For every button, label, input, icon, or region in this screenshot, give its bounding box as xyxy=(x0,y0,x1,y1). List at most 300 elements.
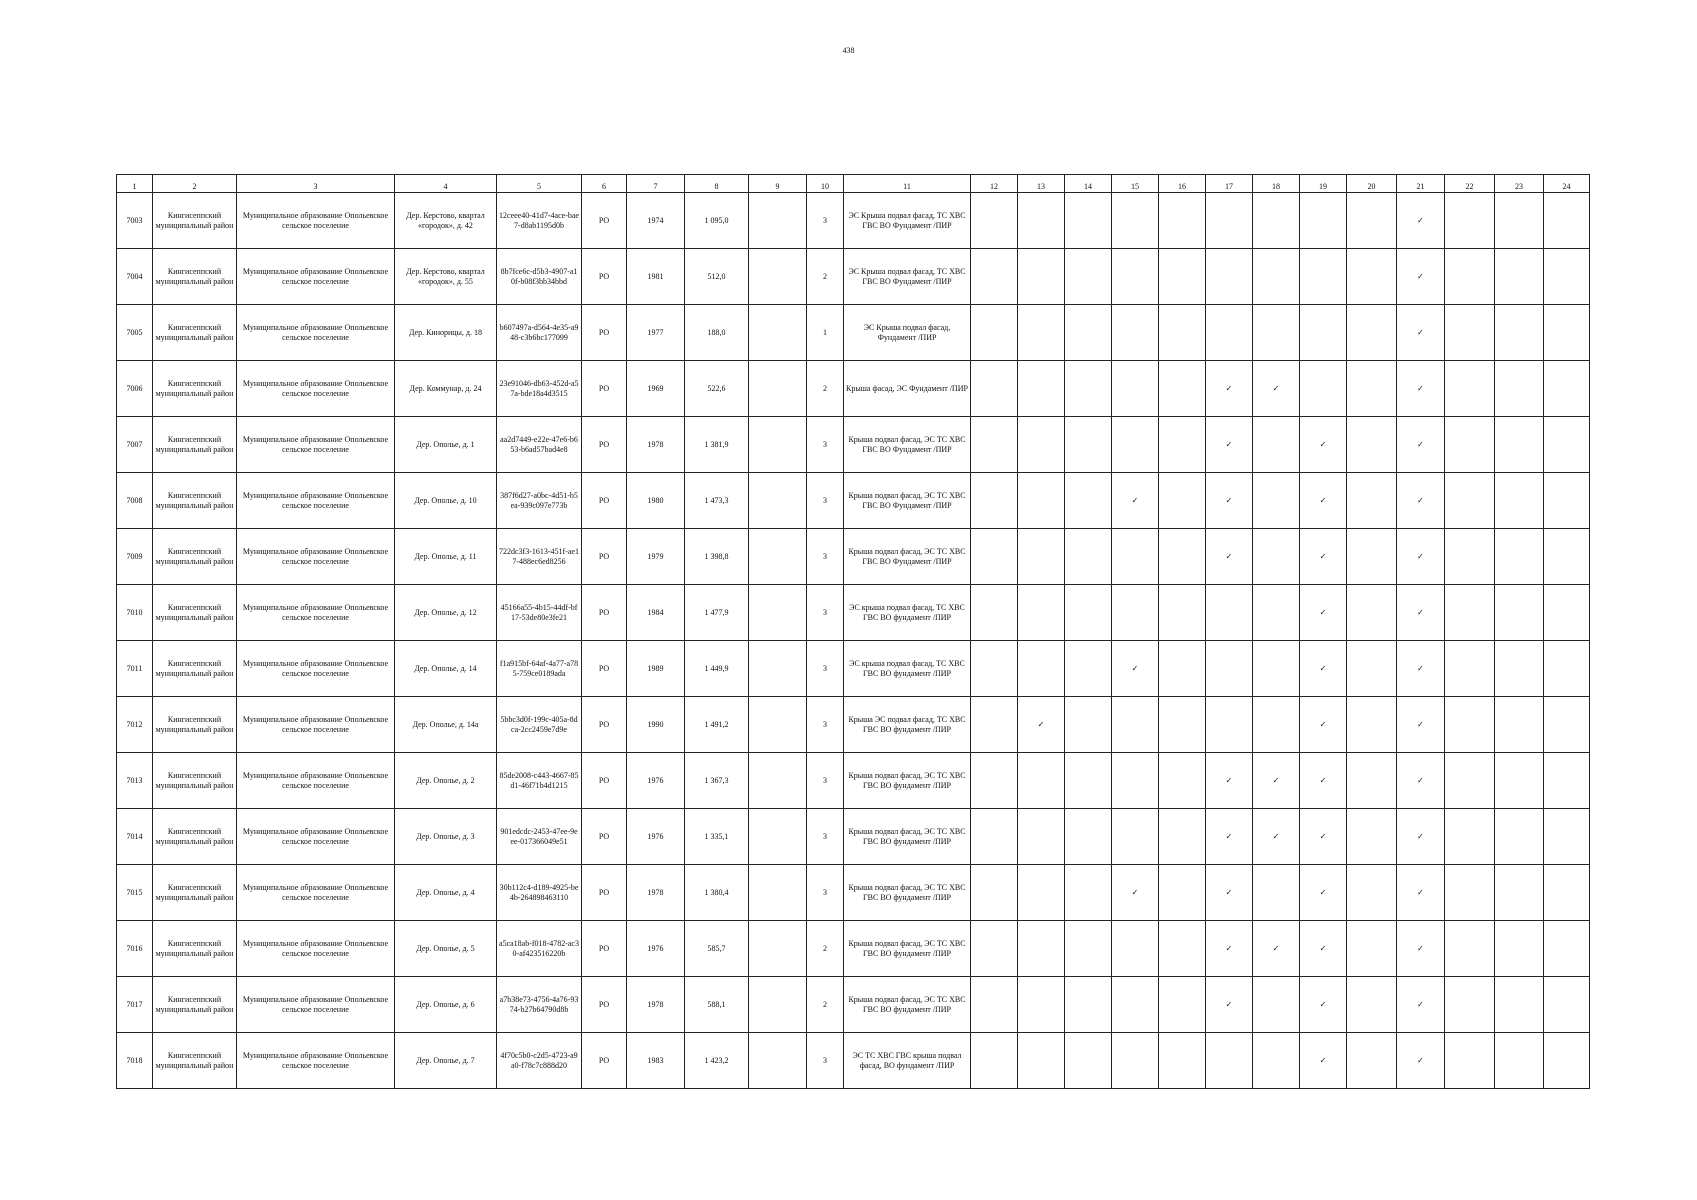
empty-cell xyxy=(971,249,1018,305)
empty-cell xyxy=(1159,417,1206,473)
empty-cell xyxy=(1495,641,1544,697)
empty-cell xyxy=(1495,361,1544,417)
empty-cell xyxy=(1347,809,1397,865)
table-row xyxy=(117,921,1590,977)
empty-cell xyxy=(1206,1033,1253,1089)
check-mark-icon: ✓ xyxy=(1300,1033,1347,1089)
column-header: 16 xyxy=(1159,175,1206,193)
type-cell: РО xyxy=(582,249,627,305)
type-cell: РО xyxy=(582,921,627,977)
object-id-cell: 901edcdc-2453-47ee-9eee-017366049e51 xyxy=(497,809,582,865)
col9-cell xyxy=(749,865,807,921)
empty-cell xyxy=(1065,865,1112,921)
empty-cell xyxy=(1347,473,1397,529)
check-mark-icon: ✓ xyxy=(1300,753,1347,809)
works-cell: ЭС ТС ХВС ГВС крыша подвал фасад, ВО фундамент /ПИР xyxy=(844,1033,971,1089)
check-mark-icon: ✓ xyxy=(1300,865,1347,921)
col9-cell xyxy=(749,305,807,361)
column-header: 11 xyxy=(844,175,971,193)
empty-cell xyxy=(1018,641,1065,697)
object-id-cell: f1a915bf-64af-4a77-a785-759ce0189ada xyxy=(497,641,582,697)
table-row xyxy=(117,305,1590,361)
column-header: 14 xyxy=(1065,175,1112,193)
check-mark-icon: ✓ xyxy=(1112,473,1159,529)
empty-cell xyxy=(971,921,1018,977)
empty-cell xyxy=(1544,305,1590,361)
floors-cell: 1 xyxy=(807,305,844,361)
empty-cell xyxy=(1445,921,1495,977)
empty-cell xyxy=(1347,641,1397,697)
row-number: 7011 xyxy=(117,641,153,697)
empty-cell xyxy=(1445,753,1495,809)
column-header: 8 xyxy=(685,175,749,193)
year-cell: 1976 xyxy=(627,921,685,977)
row-number: 7008 xyxy=(117,473,153,529)
check-mark-icon: ✓ xyxy=(1253,809,1300,865)
table-row xyxy=(117,753,1590,809)
empty-cell xyxy=(1445,529,1495,585)
empty-cell xyxy=(1065,753,1112,809)
col9-cell xyxy=(749,641,807,697)
address-cell: Дер. Коммунар, д. 24 xyxy=(395,361,497,417)
object-id-cell: 23e91046-db63-452d-a57a-bde18a4d3515 xyxy=(497,361,582,417)
empty-cell xyxy=(1347,361,1397,417)
empty-cell xyxy=(1159,529,1206,585)
object-id-cell: 4f70c5b0-c2d5-4723-a9a0-f78c7c888d20 xyxy=(497,1033,582,1089)
address-cell: Дер. Керстово, квартал «городок», д. 42 xyxy=(395,193,497,249)
empty-cell xyxy=(1112,305,1159,361)
empty-cell xyxy=(1018,473,1065,529)
year-cell: 1990 xyxy=(627,697,685,753)
empty-cell xyxy=(1065,417,1112,473)
check-mark-icon: ✓ xyxy=(1112,865,1159,921)
municipality-cell: Муниципальное образование Опольевское сельское поселение xyxy=(237,865,395,921)
empty-cell xyxy=(971,585,1018,641)
table-row xyxy=(117,809,1590,865)
area-cell: 512,0 xyxy=(685,249,749,305)
address-cell: Дер. Ополье, д. 10 xyxy=(395,473,497,529)
empty-cell xyxy=(1065,1033,1112,1089)
empty-cell xyxy=(1159,809,1206,865)
check-mark-icon: ✓ xyxy=(1206,753,1253,809)
year-cell: 1977 xyxy=(627,305,685,361)
col9-cell xyxy=(749,697,807,753)
district-cell: Кингисеппский муниципальный район xyxy=(153,809,237,865)
empty-cell xyxy=(1253,1033,1300,1089)
table-row xyxy=(117,417,1590,473)
district-cell: Кингисеппский муниципальный район xyxy=(153,249,237,305)
check-mark-icon: ✓ xyxy=(1300,809,1347,865)
column-header: 7 xyxy=(627,175,685,193)
floors-cell: 3 xyxy=(807,417,844,473)
works-cell: Крыша подвал фасад, ЭС ТС ХВС ГВС ВО фундамент /ПИР xyxy=(844,977,971,1033)
type-cell: РО xyxy=(582,529,627,585)
column-header: 22 xyxy=(1445,175,1495,193)
empty-cell xyxy=(1347,417,1397,473)
check-mark-icon: ✓ xyxy=(1397,641,1445,697)
object-id-cell: a7b38e73-4756-4a76-9374-b27b64790d8b xyxy=(497,977,582,1033)
district-cell: Кингисеппский муниципальный район xyxy=(153,1033,237,1089)
empty-cell xyxy=(1159,1033,1206,1089)
row-number: 7004 xyxy=(117,249,153,305)
column-header: 5 xyxy=(497,175,582,193)
area-cell: 1 335,1 xyxy=(685,809,749,865)
empty-cell xyxy=(971,529,1018,585)
type-cell: РО xyxy=(582,417,627,473)
check-mark-icon: ✓ xyxy=(1397,417,1445,473)
page-number: 438 xyxy=(842,46,855,55)
check-mark-icon: ✓ xyxy=(1397,193,1445,249)
check-mark-icon: ✓ xyxy=(1300,641,1347,697)
floors-cell: 2 xyxy=(807,977,844,1033)
address-cell: Дер. Кинорицы, д. 18 xyxy=(395,305,497,361)
empty-cell xyxy=(1065,921,1112,977)
works-cell: Крыша подвал фасад, ЭС ТС ХВС ГВС ВО Фундамент /ПИР xyxy=(844,529,971,585)
works-cell: Крыша подвал фасад, ЭС ТС ХВС ГВС ВО Фундамент /ПИР xyxy=(844,417,971,473)
row-number: 7016 xyxy=(117,921,153,977)
year-cell: 1983 xyxy=(627,1033,685,1089)
empty-cell xyxy=(1206,305,1253,361)
empty-cell xyxy=(1347,529,1397,585)
year-cell: 1976 xyxy=(627,753,685,809)
floors-cell: 3 xyxy=(807,1033,844,1089)
type-cell: РО xyxy=(582,305,627,361)
empty-cell xyxy=(1544,417,1590,473)
empty-cell xyxy=(1544,529,1590,585)
address-cell: Дер. Ополье, д. 12 xyxy=(395,585,497,641)
col9-cell xyxy=(749,193,807,249)
row-number: 7007 xyxy=(117,417,153,473)
area-cell: 1 398,8 xyxy=(685,529,749,585)
table-row xyxy=(117,977,1590,1033)
district-cell: Кингисеппский муниципальный район xyxy=(153,921,237,977)
empty-cell xyxy=(1159,977,1206,1033)
empty-cell xyxy=(1253,193,1300,249)
empty-cell xyxy=(1159,921,1206,977)
empty-cell xyxy=(1065,809,1112,865)
check-mark-icon: ✓ xyxy=(1206,921,1253,977)
empty-cell xyxy=(1544,753,1590,809)
address-cell: Дер. Ополье, д. 3 xyxy=(395,809,497,865)
empty-cell xyxy=(1159,641,1206,697)
empty-cell xyxy=(1159,473,1206,529)
type-cell: РО xyxy=(582,193,627,249)
empty-cell xyxy=(1544,361,1590,417)
type-cell: РО xyxy=(582,977,627,1033)
year-cell: 1981 xyxy=(627,249,685,305)
municipality-cell: Муниципальное образование Опольевское сельское поселение xyxy=(237,361,395,417)
empty-cell xyxy=(971,697,1018,753)
column-header: 13 xyxy=(1018,175,1065,193)
empty-cell xyxy=(1495,249,1544,305)
column-header: 19 xyxy=(1300,175,1347,193)
empty-cell xyxy=(1253,417,1300,473)
floors-cell: 3 xyxy=(807,753,844,809)
empty-cell xyxy=(1495,529,1544,585)
empty-cell xyxy=(1300,249,1347,305)
column-header: 17 xyxy=(1206,175,1253,193)
empty-cell xyxy=(1065,977,1112,1033)
column-header: 21 xyxy=(1397,175,1445,193)
empty-cell xyxy=(1018,305,1065,361)
works-cell: Крыша фасад, ЭС Фундамент /ПИР xyxy=(844,361,971,417)
empty-cell xyxy=(1253,641,1300,697)
check-mark-icon: ✓ xyxy=(1397,529,1445,585)
empty-cell xyxy=(1347,1033,1397,1089)
empty-cell xyxy=(1065,697,1112,753)
empty-cell xyxy=(1544,697,1590,753)
district-cell: Кингисеппский муниципальный район xyxy=(153,361,237,417)
empty-cell xyxy=(1347,921,1397,977)
empty-cell xyxy=(1495,809,1544,865)
area-cell: 585,7 xyxy=(685,921,749,977)
empty-cell xyxy=(1445,249,1495,305)
empty-cell xyxy=(1445,865,1495,921)
municipality-cell: Муниципальное образование Опольевское сельское поселение xyxy=(237,921,395,977)
col9-cell xyxy=(749,361,807,417)
empty-cell xyxy=(971,1033,1018,1089)
empty-cell xyxy=(1018,921,1065,977)
empty-cell xyxy=(971,305,1018,361)
empty-cell xyxy=(1065,305,1112,361)
empty-cell xyxy=(1206,193,1253,249)
empty-cell xyxy=(1445,473,1495,529)
type-cell: РО xyxy=(582,585,627,641)
column-header: 15 xyxy=(1112,175,1159,193)
area-cell: 588,1 xyxy=(685,977,749,1033)
empty-cell xyxy=(1159,697,1206,753)
row-number: 7005 xyxy=(117,305,153,361)
year-cell: 1989 xyxy=(627,641,685,697)
address-cell: Дер. Ополье, д. 5 xyxy=(395,921,497,977)
empty-cell xyxy=(971,417,1018,473)
district-cell: Кингисеппский муниципальный район xyxy=(153,529,237,585)
row-number: 7009 xyxy=(117,529,153,585)
area-cell: 1 423,2 xyxy=(685,1033,749,1089)
table-row xyxy=(117,1033,1590,1089)
empty-cell xyxy=(1253,865,1300,921)
empty-cell xyxy=(1065,249,1112,305)
check-mark-icon: ✓ xyxy=(1397,249,1445,305)
column-header: 12 xyxy=(971,175,1018,193)
empty-cell xyxy=(1495,865,1544,921)
empty-cell xyxy=(971,753,1018,809)
empty-cell xyxy=(1445,697,1495,753)
address-cell: Дер. Ополье, д. 4 xyxy=(395,865,497,921)
column-header: 24 xyxy=(1544,175,1590,193)
empty-cell xyxy=(1253,977,1300,1033)
table-row xyxy=(117,865,1590,921)
empty-cell xyxy=(1018,361,1065,417)
check-mark-icon: ✓ xyxy=(1300,473,1347,529)
check-mark-icon: ✓ xyxy=(1397,921,1445,977)
object-id-cell: 45166a55-4b15-44df-bf17-53de80e3fe21 xyxy=(497,585,582,641)
empty-cell xyxy=(1347,697,1397,753)
empty-cell xyxy=(1065,529,1112,585)
empty-cell xyxy=(971,641,1018,697)
column-header: 1 xyxy=(117,175,153,193)
year-cell: 1984 xyxy=(627,585,685,641)
check-mark-icon: ✓ xyxy=(1300,529,1347,585)
empty-cell xyxy=(1347,977,1397,1033)
empty-cell xyxy=(1065,473,1112,529)
col9-cell xyxy=(749,473,807,529)
empty-cell xyxy=(1495,417,1544,473)
empty-cell xyxy=(1112,697,1159,753)
empty-cell xyxy=(1347,193,1397,249)
col9-cell xyxy=(749,921,807,977)
check-mark-icon: ✓ xyxy=(1397,305,1445,361)
row-number: 7012 xyxy=(117,697,153,753)
check-mark-icon: ✓ xyxy=(1397,977,1445,1033)
empty-cell xyxy=(1495,305,1544,361)
empty-cell xyxy=(971,193,1018,249)
area-cell: 1 477,9 xyxy=(685,585,749,641)
check-mark-icon: ✓ xyxy=(1397,753,1445,809)
address-cell: Дер. Ополье, д. 1 xyxy=(395,417,497,473)
check-mark-icon: ✓ xyxy=(1397,697,1445,753)
empty-cell xyxy=(971,977,1018,1033)
empty-cell xyxy=(1445,361,1495,417)
col9-cell xyxy=(749,249,807,305)
empty-cell xyxy=(1065,361,1112,417)
empty-cell xyxy=(1112,809,1159,865)
empty-cell xyxy=(1495,585,1544,641)
object-id-cell: 12ceee40-41d7-4ace-bae7-d8ab1195d0b xyxy=(497,193,582,249)
type-cell: РО xyxy=(582,697,627,753)
area-cell: 1 095,0 xyxy=(685,193,749,249)
col9-cell xyxy=(749,809,807,865)
empty-cell xyxy=(971,809,1018,865)
object-id-cell: 30b112c4-d189-4925-be4b-264898463110 xyxy=(497,865,582,921)
municipality-cell: Муниципальное образование Опольевское сельское поселение xyxy=(237,753,395,809)
empty-cell xyxy=(1347,249,1397,305)
floors-cell: 3 xyxy=(807,809,844,865)
column-header: 10 xyxy=(807,175,844,193)
area-cell: 1 449,9 xyxy=(685,641,749,697)
empty-cell xyxy=(1159,865,1206,921)
check-mark-icon: ✓ xyxy=(1206,473,1253,529)
col9-cell xyxy=(749,753,807,809)
empty-cell xyxy=(1495,753,1544,809)
empty-cell xyxy=(1112,529,1159,585)
district-cell: Кингисеппский муниципальный район xyxy=(153,473,237,529)
municipality-cell: Муниципальное образование Опольевское сельское поселение xyxy=(237,417,395,473)
empty-cell xyxy=(1253,697,1300,753)
municipality-cell: Муниципальное образование Опольевское сельское поселение xyxy=(237,529,395,585)
empty-cell xyxy=(1112,193,1159,249)
works-cell: ЭС крыша подвал фасад, ТС ХВС ГВС ВО фундамент /ПИР xyxy=(844,641,971,697)
address-cell: Дер. Ополье, д. 2 xyxy=(395,753,497,809)
empty-cell xyxy=(1018,249,1065,305)
empty-cell xyxy=(1065,585,1112,641)
empty-cell xyxy=(1544,249,1590,305)
type-cell: РО xyxy=(582,641,627,697)
row-number: 7015 xyxy=(117,865,153,921)
empty-cell xyxy=(1018,193,1065,249)
check-mark-icon: ✓ xyxy=(1206,865,1253,921)
check-mark-icon: ✓ xyxy=(1018,697,1065,753)
empty-cell xyxy=(1544,865,1590,921)
type-cell: РО xyxy=(582,473,627,529)
municipality-cell: Муниципальное образование Опольевское сельское поселение xyxy=(237,697,395,753)
type-cell: РО xyxy=(582,809,627,865)
empty-cell xyxy=(1445,585,1495,641)
works-cell: Крыша подвал фасад, ЭС ТС ХВС ГВС ВО Фундамент /ПИР xyxy=(844,473,971,529)
district-cell: Кингисеппский муниципальный район xyxy=(153,641,237,697)
empty-cell xyxy=(1253,529,1300,585)
table-body xyxy=(117,193,1590,1089)
empty-cell xyxy=(1159,585,1206,641)
empty-cell xyxy=(1253,585,1300,641)
row-number: 7003 xyxy=(117,193,153,249)
row-number: 7018 xyxy=(117,1033,153,1089)
empty-cell xyxy=(1347,305,1397,361)
empty-cell xyxy=(1544,473,1590,529)
works-cell: Крыша ЭС подвал фасад, ТС ХВС ГВС ВО фундамент /ПИР xyxy=(844,697,971,753)
floors-cell: 3 xyxy=(807,529,844,585)
empty-cell xyxy=(1495,697,1544,753)
col9-cell xyxy=(749,585,807,641)
empty-cell xyxy=(1445,641,1495,697)
empty-cell xyxy=(1159,305,1206,361)
empty-cell xyxy=(1018,529,1065,585)
column-header: 2 xyxy=(153,175,237,193)
works-cell: ЭС крыша подвал фасад, ТС ХВС ГВС ВО фундамент /ПИР xyxy=(844,585,971,641)
object-id-cell: 85de2008-c443-4667-85d1-46f71b4d1215 xyxy=(497,753,582,809)
municipality-cell: Муниципальное образование Опольевское сельское поселение xyxy=(237,585,395,641)
works-cell: Крыша подвал фасад, ЭС ТС ХВС ГВС ВО фундамент /ПИР xyxy=(844,809,971,865)
type-cell: РО xyxy=(582,1033,627,1089)
row-number: 7006 xyxy=(117,361,153,417)
empty-cell xyxy=(1495,977,1544,1033)
table-row xyxy=(117,697,1590,753)
area-cell: 1 381,9 xyxy=(685,417,749,473)
area-cell: 188,0 xyxy=(685,305,749,361)
district-cell: Кингисеппский муниципальный район xyxy=(153,417,237,473)
district-cell: Кингисеппский муниципальный район xyxy=(153,865,237,921)
empty-cell xyxy=(1112,977,1159,1033)
municipality-cell: Муниципальное образование Опольевское сельское поселение xyxy=(237,305,395,361)
district-cell: Кингисеппский муниципальный район xyxy=(153,697,237,753)
empty-cell xyxy=(1018,585,1065,641)
floors-cell: 2 xyxy=(807,361,844,417)
column-header: 18 xyxy=(1253,175,1300,193)
municipality-cell: Муниципальное образование Опольевское сельское поселение xyxy=(237,193,395,249)
check-mark-icon: ✓ xyxy=(1206,417,1253,473)
empty-cell xyxy=(1112,753,1159,809)
table-row xyxy=(117,249,1590,305)
municipality-cell: Муниципальное образование Опольевское сельское поселение xyxy=(237,249,395,305)
empty-cell xyxy=(1253,305,1300,361)
column-header: 6 xyxy=(582,175,627,193)
empty-cell xyxy=(1544,585,1590,641)
check-mark-icon: ✓ xyxy=(1300,921,1347,977)
address-cell: Дер. Ополье, д. 14а xyxy=(395,697,497,753)
check-mark-icon: ✓ xyxy=(1397,809,1445,865)
check-mark-icon: ✓ xyxy=(1253,921,1300,977)
row-number: 7017 xyxy=(117,977,153,1033)
empty-cell xyxy=(1112,249,1159,305)
empty-cell xyxy=(1495,1033,1544,1089)
empty-cell xyxy=(1495,921,1544,977)
empty-cell xyxy=(1347,585,1397,641)
empty-cell xyxy=(1544,1033,1590,1089)
year-cell: 1980 xyxy=(627,473,685,529)
district-cell: Кингисеппский муниципальный район xyxy=(153,585,237,641)
empty-cell xyxy=(971,865,1018,921)
table-row xyxy=(117,529,1590,585)
